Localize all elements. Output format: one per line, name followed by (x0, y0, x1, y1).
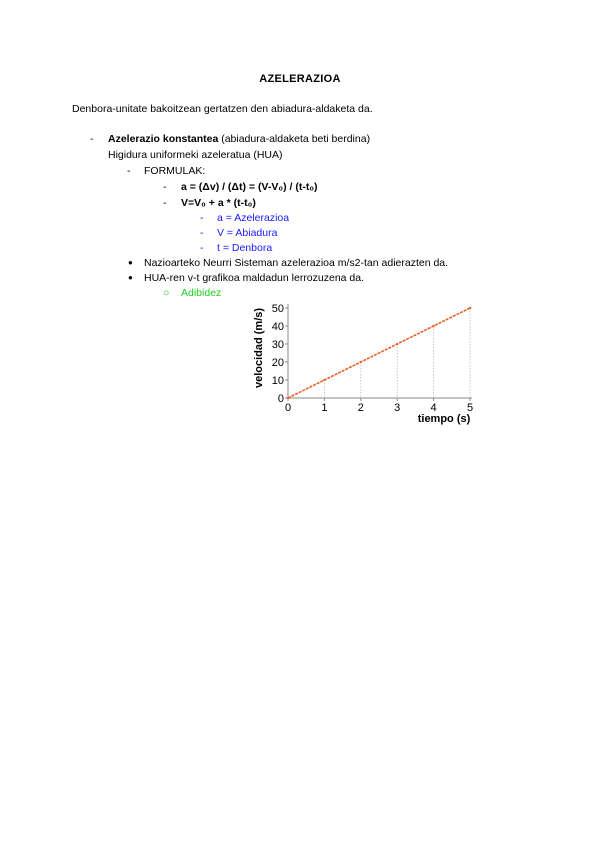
y-tick-label: 50 (271, 303, 284, 315)
list-marker-dash: - (163, 197, 167, 209)
velocity-time-chart (248, 298, 480, 430)
list-marker-dash: - (200, 212, 204, 224)
list-marker-dash: - (163, 181, 167, 193)
formula-acceleration: a = (Δv) / (Δt) = (V-V₀) / (t-t₀) (181, 181, 318, 193)
constant-acceleration-heading (108, 132, 370, 146)
x-tick-label: 4 (430, 402, 437, 414)
y-tick-label: 20 (271, 357, 284, 369)
x-tick-label: 3 (394, 402, 401, 414)
chart-series (287, 307, 471, 399)
page-title: AZELERAZIOA (259, 73, 341, 85)
x-tick-label: 0 (284, 402, 292, 414)
data-point (432, 325, 434, 327)
data-point (396, 343, 398, 345)
sub-bullet-marker: ○ (163, 287, 170, 299)
series-line (288, 308, 470, 398)
data-point (287, 397, 289, 399)
formula-velocity: V=V₀ + a * (t-t₀) (181, 197, 256, 209)
example-label: Adibidez (181, 287, 222, 299)
definition-a: a = Azelerazioa (217, 212, 290, 224)
y-tick-label: 0 (277, 393, 284, 405)
chart-ticks (272, 303, 473, 414)
hua-line: Higidura uniformeki azeleratua (HUA) (108, 149, 283, 161)
list-marker-dash: - (200, 242, 204, 254)
data-point (323, 379, 325, 381)
x-tick-label: 1 (321, 402, 328, 414)
definition-t: t = Denbora (217, 242, 273, 254)
x-axis-label: tiempo (s) (417, 413, 471, 425)
y-tick-label: 10 (271, 375, 284, 387)
constant-acceleration-bold: Azelerazio konstantea (108, 133, 219, 145)
si-units-text: Nazioarteko Neurri Sisteman azelerazioa m/s2-tan adierazten da. (144, 257, 449, 269)
chart-grid (324, 308, 470, 398)
vt-graph-text: HUA-ren v-t grafikoa maldadun lerrozuzena da. (144, 272, 365, 284)
data-point (360, 361, 362, 363)
y-tick-label: 30 (271, 339, 284, 351)
list-marker-dash: - (127, 165, 131, 177)
intro-text: Denbora-unitate bakoitzean gertatzen den abiadura-aldaketa da. (72, 103, 373, 115)
x-tick-label: 2 (357, 402, 364, 414)
y-tick-label: 40 (271, 321, 284, 333)
constant-acceleration-desc: (abiadura-aldaketa beti berdina) (218, 133, 371, 145)
list-marker-dash: - (200, 227, 204, 239)
x-tick-label: 5 (466, 402, 474, 414)
bullet-marker: ● (128, 273, 133, 282)
bullet-marker: ● (128, 258, 133, 267)
y-axis-label: velocidad (m/s) (253, 307, 265, 389)
list-marker-dash: - (90, 133, 94, 145)
formulak-label: FORMULAK: (144, 165, 206, 177)
data-point (469, 307, 471, 309)
definition-v: V = Abiadura (217, 227, 278, 239)
